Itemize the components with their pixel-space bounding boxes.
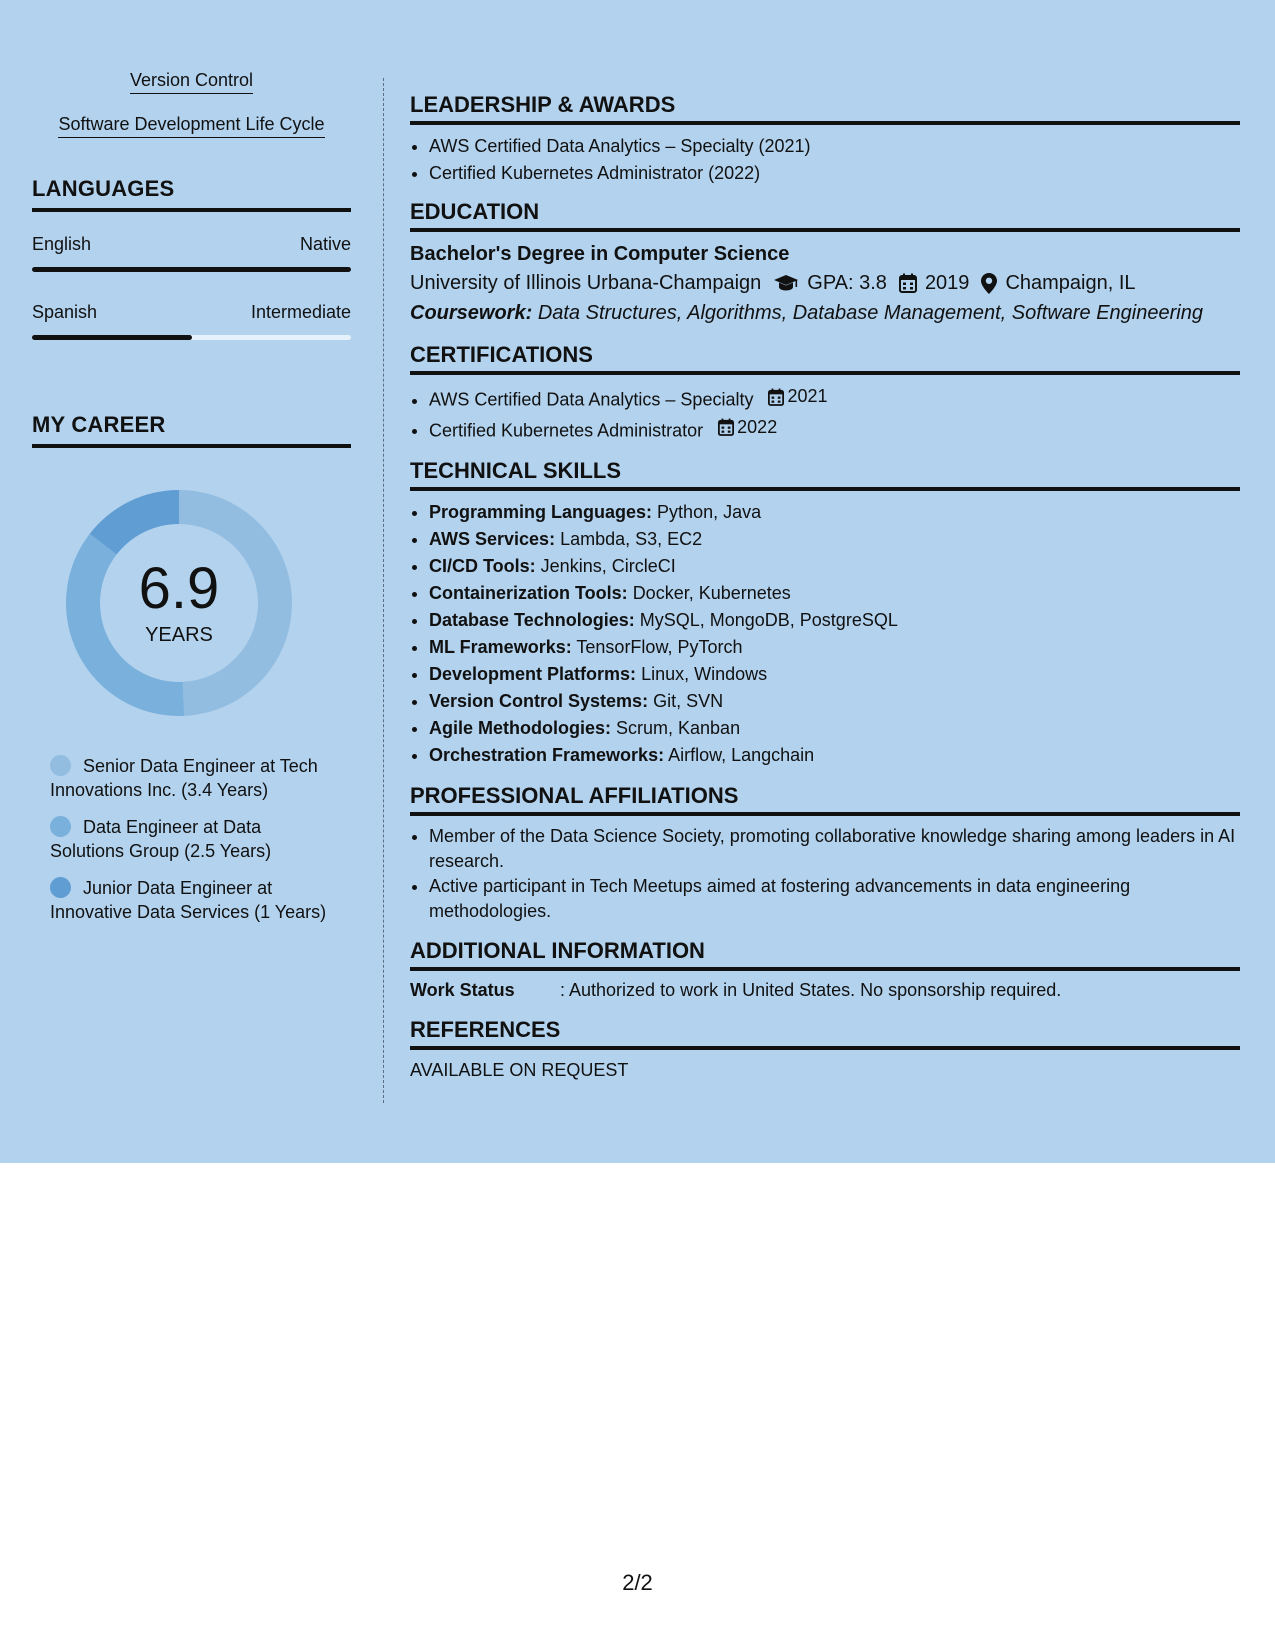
certification-name: AWS Certified Data Analytics – Specialty	[429, 389, 754, 410]
skill-label: CI/CD Tools:	[429, 556, 536, 576]
career-heading: MY CAREER	[32, 412, 351, 448]
skill-item	[429, 634, 1240, 661]
skill-value: Jenkins, CircleCI	[540, 556, 676, 576]
certification-item	[429, 383, 1240, 414]
skill-label: Version Control Systems:	[429, 691, 649, 711]
language-proficiency-bar	[32, 335, 351, 340]
work-status-value: : Authorized to work in United States. No sponsorship required.	[560, 980, 1062, 1000]
skill-value: Docker, Kubernetes	[632, 583, 791, 603]
leadership-item: • AWS Certified Data Analytics – Specialty (2021)	[429, 133, 1240, 160]
affiliations-list	[410, 824, 1240, 924]
graduation-cap-icon	[773, 274, 799, 292]
certification-year: 2021	[787, 386, 828, 406]
column-divider	[383, 78, 384, 1103]
work-status-label: Work Status	[410, 980, 515, 1000]
language-proficiency-fill	[32, 267, 351, 272]
career-item	[50, 815, 335, 863]
education-coursework	[410, 298, 1240, 328]
education-degree: Bachelor's Degree in Computer Science	[410, 243, 790, 265]
skill-value: Git, SVN	[653, 691, 724, 711]
career-item-label: Senior Data Engineer at Tech Innovations Inc. (3.4 Years)	[50, 756, 318, 800]
references-text: AVAILABLE ON REQUEST	[410, 1060, 629, 1080]
career-item	[50, 876, 335, 924]
skill-label: Orchestration Frameworks:	[429, 745, 665, 765]
career-total-years: 6.9	[138, 555, 220, 621]
certification-date	[768, 383, 827, 410]
skill-label: AWS Services:	[429, 529, 556, 549]
right-column	[410, 92, 1240, 1091]
skill-item	[429, 499, 1240, 526]
additional-info-heading: ADDITIONAL INFORMATION	[410, 938, 1240, 971]
education-gpa: GPA: 3.8	[807, 272, 887, 294]
calendar-icon	[768, 388, 784, 406]
language-level: Intermediate	[250, 302, 351, 322]
career-donut-chart	[64, 488, 294, 718]
languages-heading: LANGUAGES	[32, 176, 351, 212]
skill-item	[429, 580, 1240, 607]
affiliations-heading: PROFESSIONAL AFFILIATIONS	[410, 783, 1240, 816]
certifications-list	[410, 383, 1240, 444]
legend-dot-icon	[50, 816, 71, 837]
references-section	[410, 1017, 1240, 1081]
technical-skills-section	[410, 458, 1240, 769]
legend-dot-icon	[50, 755, 71, 776]
affiliation-item: • Member of the Data Science Society, promoting collaborative knowledge sharing among leaders in AI research.	[429, 824, 1240, 874]
language-level: Native	[299, 234, 351, 254]
skill-label: Database Technologies:	[429, 610, 635, 630]
coursework-value: Data Structures, Algorithms, Database Management, Software Engineering	[537, 302, 1203, 324]
skill-link-sdlc	[32, 114, 351, 138]
certification-year: 2022	[737, 416, 778, 437]
skill-value: MySQL, MongoDB, PostgreSQL	[639, 610, 898, 630]
skill-item	[429, 661, 1240, 688]
education-school: University of Illinois Urbana-Champaign	[410, 272, 762, 294]
references-heading: REFERENCES	[410, 1017, 1240, 1050]
skill-value: Python, Java	[657, 502, 762, 522]
leadership-section	[410, 92, 1240, 187]
skill-value: Scrum, Kanban	[616, 718, 741, 738]
language-proficiency-fill	[32, 335, 192, 340]
leadership-heading: LEADERSHIP & AWARDS	[410, 92, 1240, 125]
skill-item	[429, 715, 1240, 742]
skill-value: Lambda, S3, EC2	[560, 529, 703, 549]
certifications-heading: CERTIFICATIONS	[410, 342, 1240, 375]
skill-label: Development Platforms:	[429, 664, 637, 684]
affiliation-item: • Active participant in Tech Meetups aimed at fostering advancements in data engineering methodologies.	[429, 874, 1240, 924]
calendar-icon	[718, 418, 734, 436]
location-pin-icon	[981, 273, 997, 294]
career-item-label: Data Engineer at Data Solutions Group (2.5 Years)	[50, 817, 272, 861]
certification-item	[429, 414, 1240, 445]
leadership-list	[410, 133, 1240, 187]
career-section	[32, 412, 351, 924]
additional-info-section	[410, 938, 1240, 1001]
skill-label: ML Frameworks:	[429, 637, 572, 657]
skill-value: Linux, Windows	[641, 664, 768, 684]
career-total-unit: YEARS	[145, 623, 213, 646]
skill-item	[429, 607, 1240, 634]
skill-value: Airflow, Langchain	[668, 745, 815, 765]
skill-item	[429, 526, 1240, 553]
languages-section	[32, 176, 351, 340]
language-spanish	[32, 302, 351, 340]
skill-link-label: Version Control	[130, 70, 253, 94]
education-heading: EDUCATION	[410, 199, 1240, 232]
language-name: English	[32, 234, 92, 254]
affiliations-section	[410, 783, 1240, 924]
legend-dot-icon	[50, 877, 71, 898]
certifications-section	[410, 342, 1240, 444]
language-english	[32, 234, 351, 272]
skill-label: Agile Methodologies:	[429, 718, 611, 738]
education-details	[410, 268, 1240, 298]
technical-skills-list	[410, 499, 1240, 769]
technical-skills-heading: TECHNICAL SKILLS	[410, 458, 1240, 491]
education-section	[410, 199, 1240, 328]
career-item	[50, 754, 335, 802]
language-proficiency-bar	[32, 267, 351, 272]
leadership-item: • Certified Kubernetes Administrator (2022)	[429, 160, 1240, 187]
calendar-icon	[899, 273, 917, 293]
left-column	[32, 70, 351, 937]
career-item-label: Junior Data Engineer at Innovative Data Services (1 Years)	[50, 878, 327, 922]
skill-item	[429, 553, 1240, 580]
skill-link-version-control	[32, 70, 351, 94]
skill-label: Programming Languages:	[429, 502, 653, 522]
skill-item	[429, 742, 1240, 769]
page-number: 2/2	[622, 1570, 653, 1595]
certification-date	[718, 414, 777, 441]
career-legend	[50, 754, 351, 924]
education-year: 2019	[924, 272, 970, 294]
skill-item	[429, 688, 1240, 715]
work-status-row	[410, 980, 1240, 1001]
certification-name: Certified Kubernetes Administrator	[429, 420, 704, 440]
language-name: Spanish	[32, 302, 98, 322]
education-location: Champaign, IL	[1005, 272, 1136, 294]
coursework-label: Coursework:	[410, 302, 533, 324]
skill-label: Containerization Tools:	[429, 583, 628, 603]
skill-link-label: Software Development Life Cycle	[58, 114, 324, 138]
skill-value: TensorFlow, PyTorch	[576, 637, 743, 657]
donut-center	[64, 488, 294, 718]
